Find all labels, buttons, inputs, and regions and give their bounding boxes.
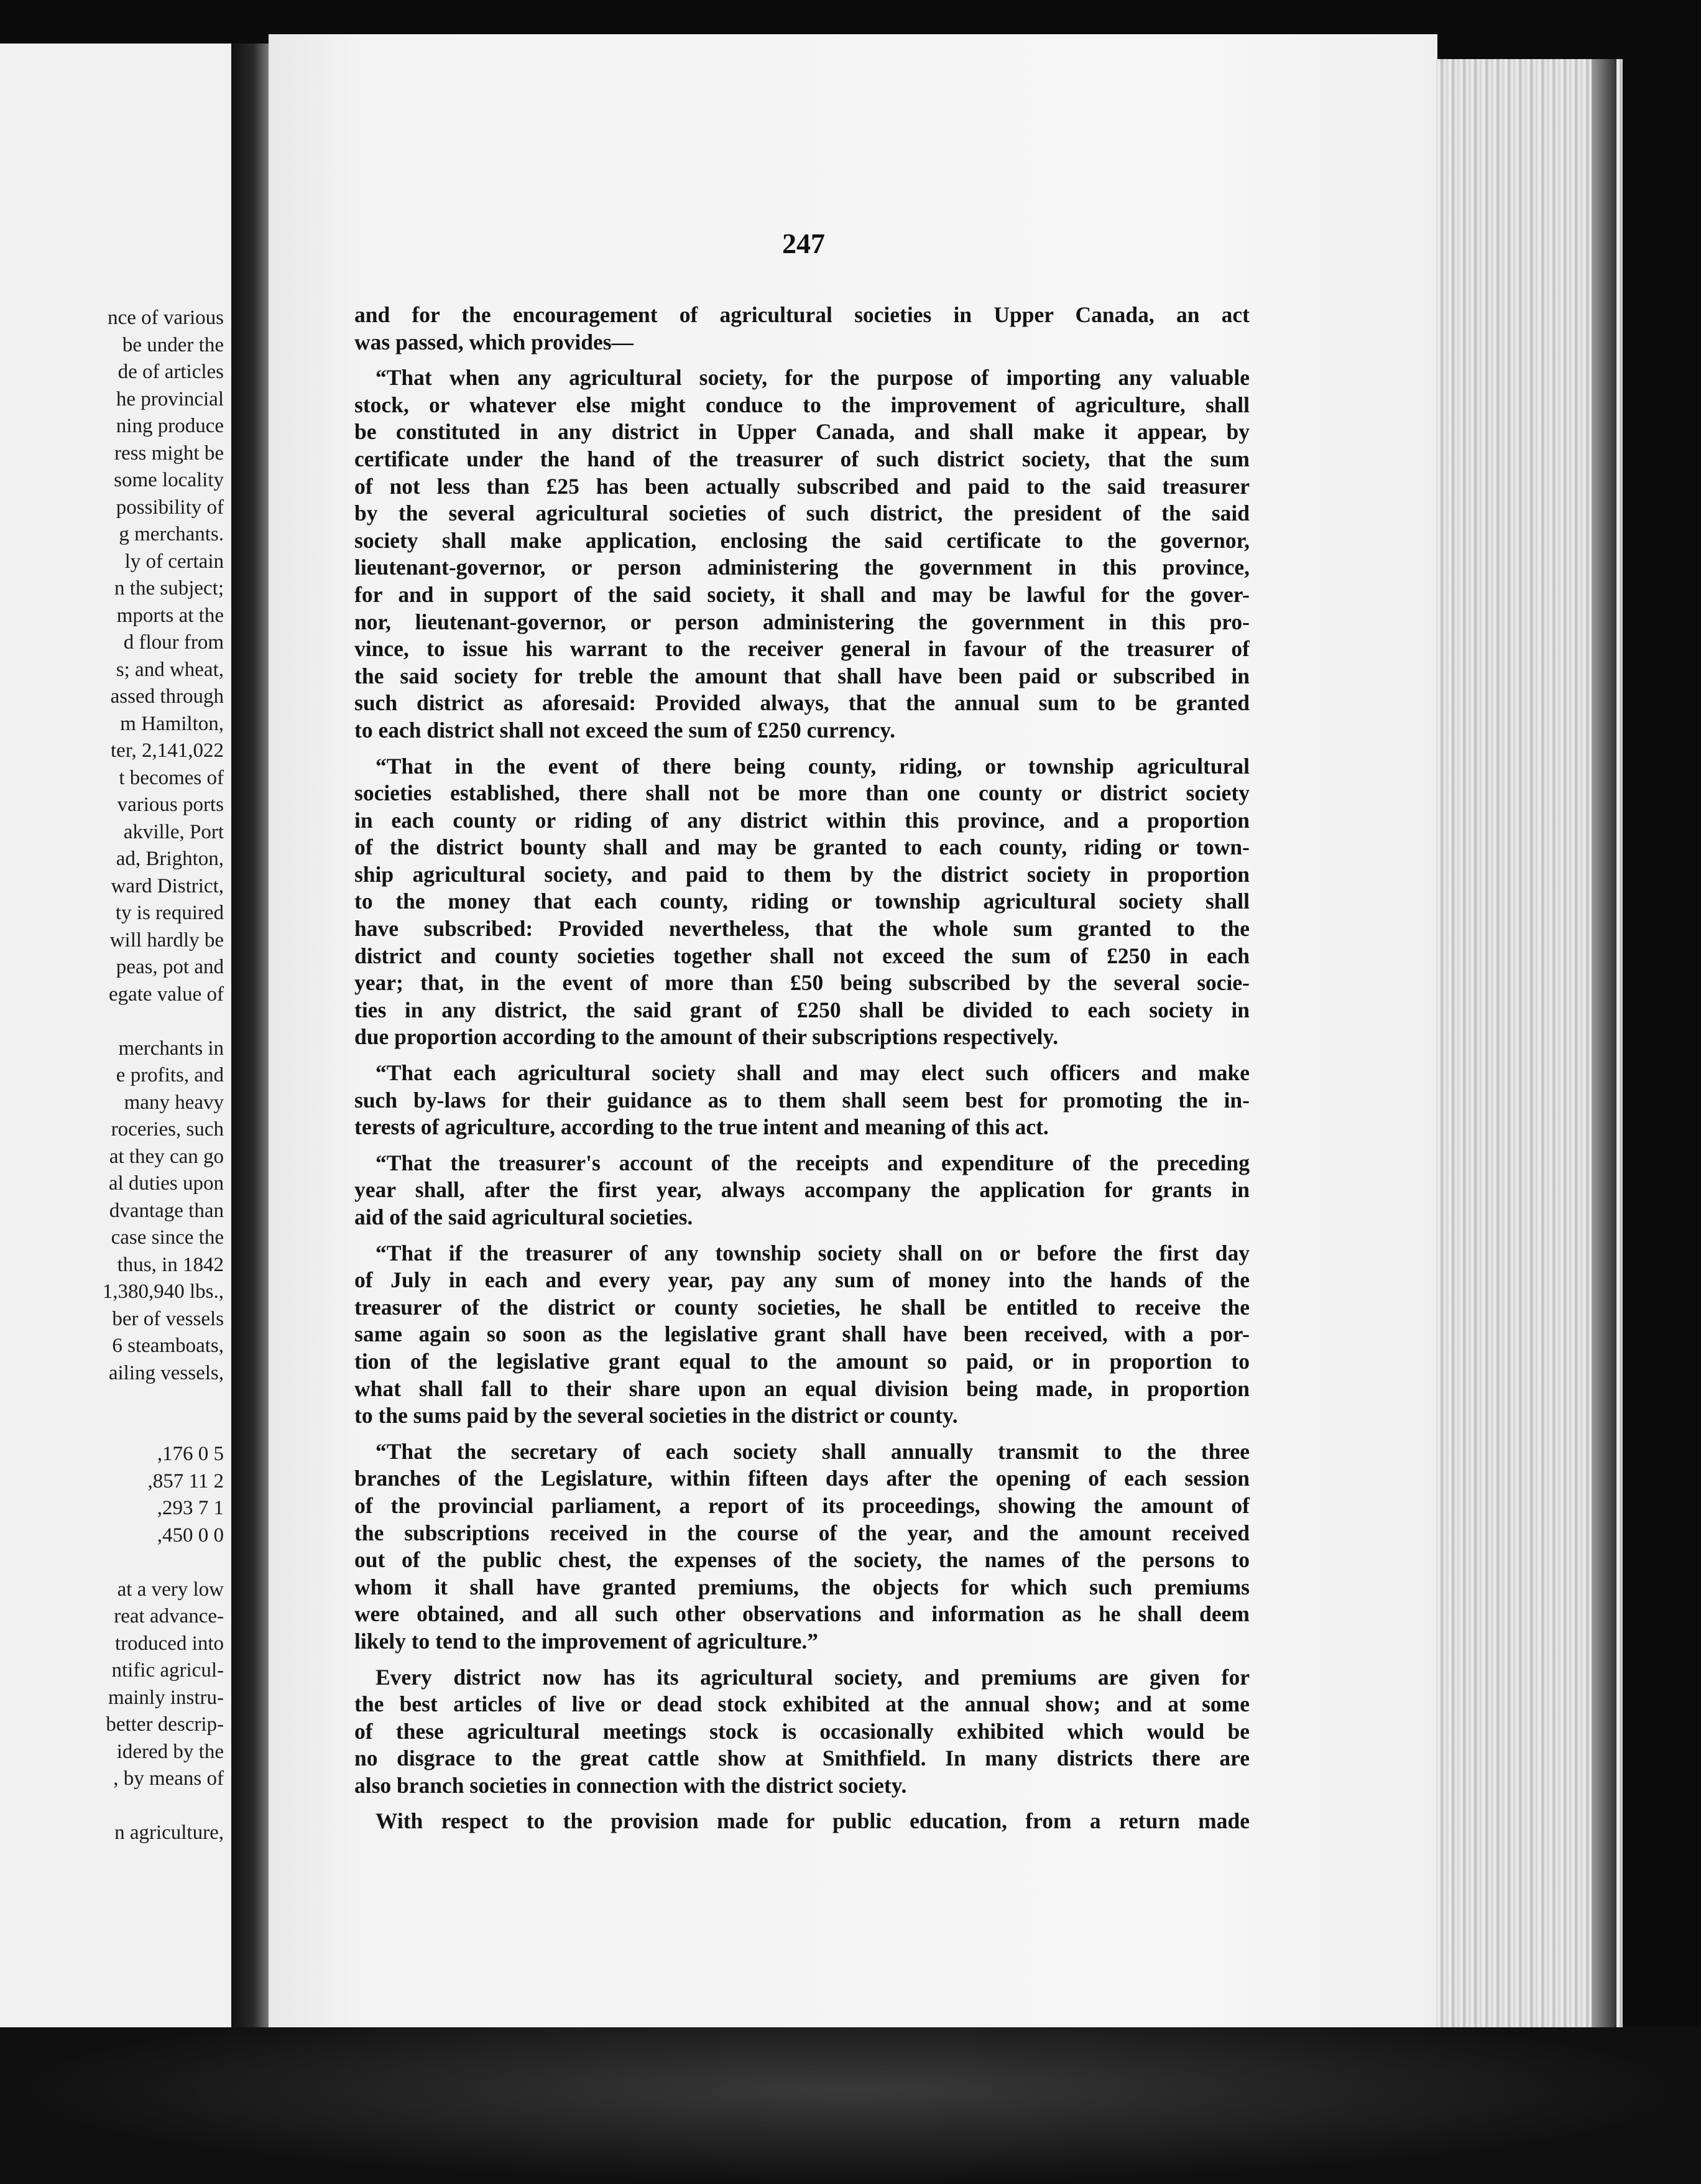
body-text-line: lieutenant-governor, or person administering the government in this province, (354, 555, 1250, 580)
body-text-line: “That the secretary of each society shall annually transmit to the three (376, 1438, 1250, 1464)
left-text-line: troduced into (114, 1632, 224, 1655)
body-text-line: the best articles of live or dead stock exhibited at the annual show; and at some (354, 1691, 1250, 1717)
body-text-line: vince, to issue his warrant to the receiver general in favour of the treasurer of (354, 636, 1250, 662)
left-text-line: thus, in 1842 (117, 1253, 224, 1276)
body-text-line: year shall, after the first year, always accompany the application for grants in (354, 1177, 1250, 1203)
left-text-line: ward District, (111, 874, 224, 897)
body-text-line: no disgrace to the great cattle show at Smithfield. In many districts there are (354, 1746, 1250, 1771)
left-text-line: g merchants. (119, 523, 224, 545)
body-text-line: “That the treasurer's account of the receipts and expenditure of the preceding (376, 1150, 1250, 1175)
body-text-line: stock, or whatever else might conduce to the improvement of agriculture, shall (354, 392, 1250, 417)
page-edges-shadow (1592, 59, 1616, 2037)
body-text-line: “That when any agricultural society, for the purpose of importing any valuable (376, 365, 1250, 391)
left-text-line: case since the (111, 1226, 224, 1249)
left-text-line: assed through (110, 685, 224, 708)
left-text-line: will hardly be (109, 928, 224, 951)
body-text-line: district and county societies together shall not exceed the sum of £250 in each (354, 943, 1250, 968)
body-text-line: to the sums paid by the several societies in the district or county. (354, 1403, 958, 1428)
bottom-background (0, 2027, 1701, 2184)
body-text-line: for and in support of the said society, it shall and may be lawful for the gover- (354, 581, 1250, 607)
body-text-line: by the several agricultural societies of such district, the president of the said (354, 501, 1250, 526)
left-page-text (0, 305, 224, 1847)
left-text-line: some locality (114, 469, 224, 491)
body-text-line: of these agricultural meetings stock is occasionally exhibited which would be (354, 1718, 1250, 1744)
body-text-line: in each county or riding of any district within this province, and a proportion (354, 807, 1250, 833)
left-text-line: reat advance- (114, 1605, 224, 1627)
body-text-line: of not less than £25 has been actually subscribed and paid to the said treasurer (354, 473, 1250, 499)
body-text-line: whom it shall have granted premiums, the objects for which such premiums (354, 1574, 1250, 1599)
left-text-line: merchants in (118, 1037, 224, 1060)
left-text-line: d flour from (123, 631, 224, 654)
left-text-line: many heavy (124, 1091, 224, 1114)
left-text-line: idered by the (116, 1740, 224, 1763)
left-text-line (0, 1549, 224, 1576)
body-text-line: due proportion according to the amount of their subscriptions respectively. (354, 1024, 1059, 1050)
left-text-line (0, 1387, 224, 1414)
body-text-line: of July in each and every year, pay any sum of money into the hands of the (354, 1267, 1250, 1293)
left-text-line: at a very low (117, 1578, 224, 1601)
body-text-line: to the money that each county, riding or township agricultural society shall (354, 889, 1250, 914)
right-page-text (354, 302, 1250, 1835)
body-text-line: the subscriptions received in the course of the year, and the amount received (354, 1520, 1250, 1545)
body-text-line: societies established, there shall not be more than one county or district society (354, 780, 1250, 806)
left-text-line: better descrip- (106, 1713, 224, 1736)
left-text-line: nce of various (108, 307, 224, 329)
body-text-line: aid of the said agricultural societies. (354, 1205, 693, 1229)
left-page (0, 44, 231, 2034)
left-text-line: 1,380,940 lbs., (102, 1280, 224, 1303)
left-text-line: ailing vessels, (108, 1361, 224, 1384)
left-text-line: mainly instru- (108, 1686, 224, 1709)
body-text-line: the said society for treble the amount that shall have been paid or subscribed in (354, 663, 1250, 688)
body-text-line: also branch societies in connection with the district society. (354, 1772, 907, 1798)
left-text-line: de of articles (118, 361, 224, 383)
left-text-line: possibility of (116, 496, 224, 519)
body-text-line: such district as aforesaid: Provided always, that the annual sum to be granted (354, 690, 1250, 716)
left-text-line: egate value of (108, 983, 224, 1006)
body-text-line: be constituted in any district in Upper Canada, and shall make it appear, by (354, 419, 1250, 445)
left-text-line: t becomes of (119, 766, 224, 789)
body-text-line: “That each agricultural society shall and may elect such officers and make (376, 1060, 1250, 1086)
body-text-line: and for the encouragement of agricultural societies in Upper Canada, an act (354, 302, 1250, 327)
body-text-line: ties in any district, the said grant of £250 shall be divided to each society in (354, 997, 1250, 1022)
left-text-line: e profits, and (116, 1064, 224, 1086)
body-text-line: was passed, which provides— (354, 329, 634, 354)
body-text-line: branches of the Legislature, within fifteen days after the opening of each session (354, 1466, 1250, 1491)
body-text-line: to each district shall not exceed the sum of £250 currency. (354, 717, 895, 743)
left-text-line: ,450 0 0 (157, 1524, 224, 1547)
body-text-line: out of the public chest, the expenses of the society, the names of the persons to (354, 1547, 1250, 1573)
left-text-line: m Hamilton, (120, 712, 224, 735)
left-text-line: roceries, such (111, 1118, 224, 1141)
left-text-line: akville, Port (123, 820, 224, 843)
left-text-line: n agriculture, (114, 1821, 224, 1844)
body-text-line: society shall make application, enclosing the said certificate to the governor, (354, 527, 1250, 553)
left-text-line: at they can go (109, 1145, 224, 1168)
left-text-line: n the subject; (114, 577, 224, 599)
left-text-line: he provincial (116, 387, 224, 410)
body-text-line: what shall fall to their share upon an equal division being made, in proportion (354, 1376, 1250, 1401)
page-number: 247 (782, 228, 825, 259)
left-text-line: ning produce (116, 415, 224, 437)
book-gutter (231, 44, 269, 2034)
left-text-line: ly of certain (124, 550, 224, 573)
left-text-line: ,857 11 2 (147, 1469, 224, 1492)
left-text-line: ber of vessels (112, 1307, 224, 1330)
left-text-line: peas, pot and (116, 956, 224, 978)
left-text-line: dvantage than (109, 1199, 224, 1222)
body-text-line: likely to tend to the improvement of agriculture.” (354, 1628, 819, 1654)
left-text-line: ty is required (115, 902, 224, 924)
body-text-line: “That if the treasurer of any township society shall on or before the first day (376, 1240, 1250, 1266)
left-text-line: , by means of (113, 1767, 224, 1790)
body-text-line: tion of the legislative grant equal to the amount so paid, or in proportion to (354, 1348, 1250, 1374)
left-text-line: ,293 7 1 (157, 1497, 224, 1519)
left-text-line: ntific agricul- (111, 1659, 224, 1682)
body-text-line: Every district now has its agricultural society, and premiums are given for (376, 1664, 1250, 1690)
body-text-line: ship agricultural society, and paid to them by the district society in proportion (354, 861, 1250, 887)
body-text-line: same again so soon as the legislative grant shall have been received, with a por- (354, 1321, 1250, 1347)
left-text-line (0, 1008, 224, 1035)
body-text-line: terests of agriculture, according to the true intent and meaning of this act. (354, 1114, 1049, 1140)
left-text-line: s; and wheat, (116, 658, 224, 681)
body-text-line: were obtained, and all such other observations and information as he shall deem (354, 1601, 1250, 1627)
body-text-line: of the district bounty shall and may be granted to each county, riding or town- (354, 835, 1250, 860)
body-text-line: nor, lieutenant-governor, or person administering the government in this pro- (354, 609, 1250, 634)
left-text-line (0, 1793, 224, 1820)
left-text-line (0, 1414, 224, 1441)
body-text-line: “That in the event of there being county, riding, or township agricultural (376, 753, 1250, 779)
left-text-line: al duties upon (108, 1172, 224, 1195)
left-text-line: 6 steamboats, (112, 1335, 224, 1357)
body-text-line: With respect to the provision made for public education, from a return made (376, 1808, 1250, 1834)
body-text-line: have subscribed: Provided nevertheless, that the whole sum granted to the (354, 916, 1250, 942)
left-text-line: ress might be (114, 442, 224, 465)
left-text-line: mports at the (116, 604, 224, 627)
left-text-line: various ports (117, 794, 224, 816)
left-text-line: be under the (122, 333, 224, 356)
body-text-line: of the provincial parliament, a report of its proceedings, showing the amount of (354, 1492, 1250, 1518)
body-text-line: treasurer of the district or county societies, he shall be entitled to receive the (354, 1294, 1250, 1320)
left-text-line: ,176 0 5 (157, 1443, 224, 1465)
left-text-line: ad, Brighton, (116, 848, 224, 870)
body-text-line: certificate under the hand of the treasurer of such district society, that the sum (354, 446, 1250, 471)
left-text-line: ter, 2,141,022 (111, 739, 224, 762)
body-text-line: such by-laws for their guidance as to them shall seem best for promoting the in- (354, 1087, 1250, 1113)
body-text-line: year; that, in the event of more than £50 being subscribed by the several socie- (354, 970, 1250, 996)
